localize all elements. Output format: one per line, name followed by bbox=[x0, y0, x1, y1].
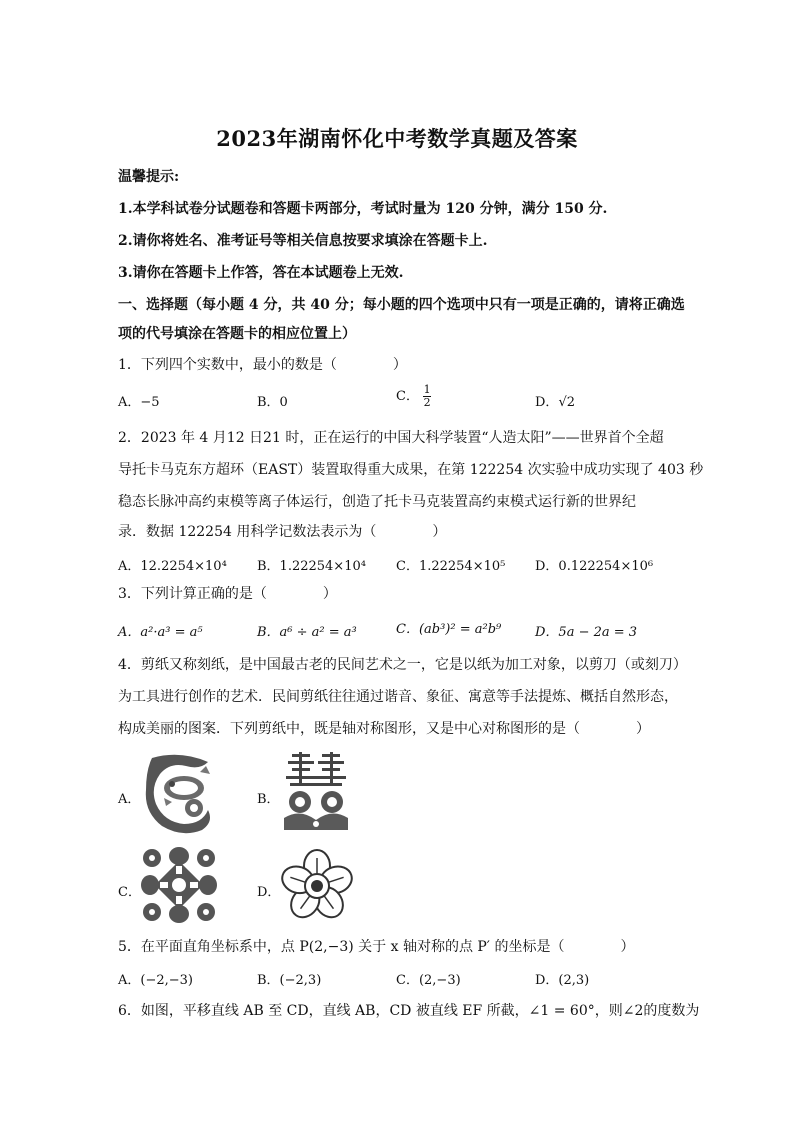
q5-stem: 5．在平面直角坐标系中，点 P(2,−3) 关于 x 轴对称的点 P′ 的坐标是（ ） bbox=[118, 939, 635, 955]
q4-line-3: 构成美丽的图案．下列剪纸中，既是轴对称图形，又是中心对称图形的是（ ） bbox=[118, 721, 650, 737]
q1-stem: 1．下列四个实数中，最小的数是（ ） bbox=[118, 357, 407, 373]
q5-option-c: C．(2,−3) bbox=[396, 973, 461, 988]
q3-option-c: C．(ab³)² = a²b⁹ bbox=[396, 622, 502, 637]
q5-option-d: D．(2,3) bbox=[535, 973, 590, 988]
papercut-double-happiness-image bbox=[280, 750, 352, 834]
q4-option-b-label: B． bbox=[257, 792, 280, 807]
section-heading-cont: 项的代号填涂在答题卡的相应位置上） bbox=[118, 326, 356, 342]
q6-stem: 6．如图，平移直线 AB 至 CD，直线 AB，CD 被直线 EF 所截，∠1 = 60°，则∠2的度数为 bbox=[118, 1003, 700, 1019]
tip-1: 1.本学科试卷分试题卷和答题卡两部分，考试时量为 120 分钟，满分 150 分. bbox=[118, 201, 608, 217]
papercut-square-flower-image bbox=[140, 846, 218, 924]
q2-line-2: 导托卡马克东方超环（EAST）装置取得重大成果，在第 122254 次实验中成功实现了 403 秒 bbox=[118, 462, 704, 478]
q1-option-b: B．0 bbox=[257, 395, 288, 410]
q1-fraction-num: 1 bbox=[423, 383, 431, 396]
q1-option-c-label: C． bbox=[396, 389, 419, 404]
q2-option-a: A．12.2254×10⁴ bbox=[118, 559, 227, 574]
q1-option-a: A．−5 bbox=[118, 395, 160, 410]
q5-option-b: B．(−2,3) bbox=[257, 973, 322, 988]
q2-line-4: 录．数据 122254 用科学记数法表示为（ ） bbox=[118, 524, 447, 540]
q1-option-d-label: D． bbox=[535, 395, 559, 410]
q2-option-d: D．0.122254×10⁶ bbox=[535, 559, 654, 574]
q1-option-d bbox=[535, 391, 575, 410]
q3-stem: 3．下列计算正确的是（ ） bbox=[118, 586, 337, 602]
q4-line-1: 4．剪纸又称刻纸，是中国最古老的民间艺术之一，它是以纸为加工对象，以剪刀（或刻刀） bbox=[118, 657, 687, 673]
page-title: 2023年湖南怀化中考数学真题及答案 bbox=[216, 126, 578, 151]
q1-fraction-den: 2 bbox=[423, 396, 431, 409]
q3-option-b: B．a⁶ ÷ a² = a³ bbox=[257, 625, 357, 640]
tip-3: 3.请你在答题卡上作答，答在本试题卷上无效. bbox=[118, 265, 404, 281]
tip-2: 2.请你将姓名、准考证号等相关信息按要求填涂在答题卡上. bbox=[118, 233, 488, 249]
q1-option-c bbox=[396, 384, 431, 409]
q3-option-d: D．5a − 2a = 3 bbox=[535, 625, 638, 640]
q5-option-a: A．(−2,−3) bbox=[118, 973, 193, 988]
q4-line-2: 为工具进行创作的艺术．民间剪纸往往通过谐音、象征、寓意等手法提炼、概括自然形态， bbox=[118, 689, 678, 705]
q2-option-c: C．1.22254×10⁵ bbox=[396, 559, 506, 574]
q2-line-1: 2．2023 年 4 月12 日21 时，正在运行的中国大科学装置“人造太阳”——世界首个全超 bbox=[118, 430, 664, 446]
q2-option-b: B．1.22254×10⁴ bbox=[257, 559, 366, 574]
q1-option-d-value: √2 bbox=[558, 395, 575, 410]
section-heading: 一、选择题（每小题 4 分，共 40 分；每小题的四个选项中只有一项是正确的，请将正确选 bbox=[118, 297, 685, 313]
q4-option-a-label: A． bbox=[118, 792, 141, 807]
papercut-five-petal-flower-image bbox=[280, 848, 354, 922]
q3-option-a: A．a²·a³ = a⁵ bbox=[118, 625, 203, 640]
q1-fraction bbox=[423, 384, 431, 409]
q4-option-c-label: C． bbox=[118, 885, 141, 900]
papercut-fish-image bbox=[142, 752, 218, 834]
q2-line-3: 稳态长脉冲高约束模等离子体运行，创造了托卡马克装置高约束模式运行新的世界纪 bbox=[118, 494, 636, 510]
q4-option-d-label: D． bbox=[257, 885, 281, 900]
tips-heading: 温馨提示: bbox=[118, 169, 180, 185]
